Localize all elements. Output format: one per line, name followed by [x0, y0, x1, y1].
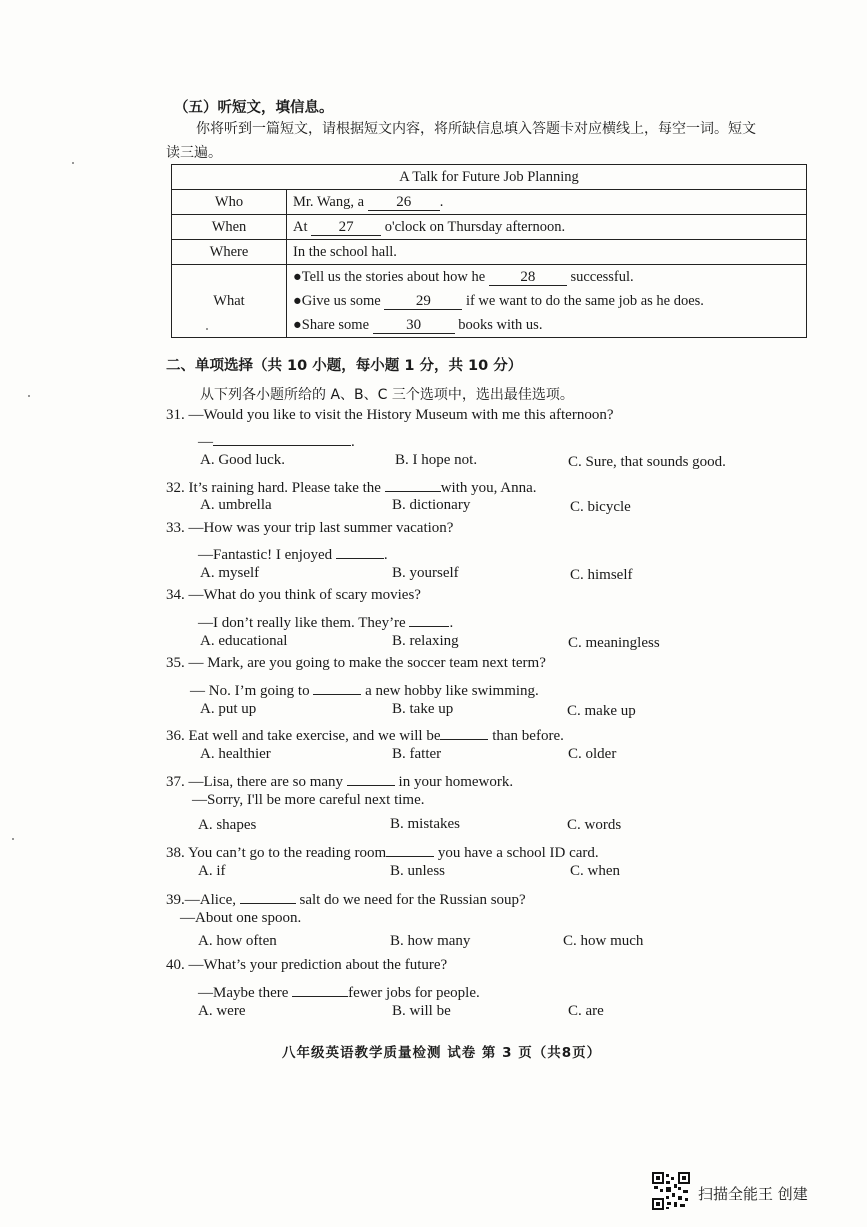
q31-blank[interactable] — [213, 429, 351, 446]
q35-option-b[interactable]: B. take up — [392, 701, 454, 717]
q31-option-c[interactable]: C. Sure, that sounds good. — [568, 454, 726, 470]
q39-pre: 39.—Alice, — [166, 892, 236, 908]
q31-option-b[interactable]: B. I hope not. — [395, 452, 478, 468]
q33-pre: —Fantastic! I enjoyed — [198, 547, 333, 563]
q34-option-c[interactable]: C. meaningless — [568, 635, 660, 651]
q40-option-c[interactable]: C. are — [568, 1003, 604, 1019]
what-item-3 — [293, 313, 800, 337]
q36-stem — [166, 723, 564, 745]
section2-heading: 二、单项选择（共 10 小题，每小题 1 分，共 10 分） — [166, 358, 523, 374]
q32-option-b[interactable]: B. dictionary — [392, 497, 471, 513]
q37-blank[interactable] — [347, 769, 395, 786]
q35-blank[interactable] — [313, 678, 361, 695]
q38-pre: 38. You can’t go to the reading room — [166, 845, 387, 861]
q32-post: with you, Anna. — [440, 480, 537, 496]
q32-blank[interactable] — [385, 475, 441, 492]
what-label: What — [172, 265, 287, 338]
q37-option-a[interactable]: A. shapes — [198, 817, 257, 833]
q32-option-a[interactable]: A. umbrella — [200, 497, 272, 513]
q39-blank[interactable] — [240, 887, 296, 904]
q39-option-a[interactable]: A. how often — [198, 933, 277, 949]
q35-option-c[interactable]: C. make up — [567, 703, 636, 719]
q38-option-c[interactable]: C. when — [570, 863, 620, 879]
scanner-watermark: 扫描全能王 创建 — [698, 1185, 808, 1203]
q33-stem: 33. —How was your trip last summer vacation? — [166, 520, 454, 536]
job-planning-table — [171, 164, 807, 338]
q36-pre: 36. Eat well and take exercise, and we will be — [166, 728, 441, 744]
q39-option-b[interactable]: B. how many — [390, 933, 471, 949]
listening-instruction: 你将听到一篇短文，请根据短文内容，将所缺信息填入答题卡对应横线上，每空一词。短文 — [196, 121, 756, 137]
q40-blank[interactable] — [292, 980, 348, 997]
q32-option-c[interactable]: C. bicycle — [570, 499, 631, 515]
blank-28[interactable]: 28 — [489, 269, 567, 286]
q31-dash: — — [198, 434, 213, 450]
listening-instruction-cont: 读三遍。 — [166, 145, 222, 161]
table-title: A Talk for Future Job Planning — [172, 165, 807, 190]
q33-option-b[interactable]: B. yourself — [392, 565, 459, 581]
blank-29[interactable]: 29 — [384, 293, 462, 310]
where-value: In the school hall. — [287, 240, 807, 265]
when-label: When — [172, 215, 287, 240]
q32-pre: 32. It’s raining hard. Please take the — [166, 480, 381, 496]
when-cell — [287, 215, 807, 240]
q38-stem — [166, 840, 599, 862]
q32-stem — [166, 475, 537, 497]
q35-response — [190, 678, 539, 700]
q39-stem — [166, 887, 526, 909]
q38-option-b[interactable]: B. unless — [390, 863, 446, 879]
q40-option-a[interactable]: A. were — [198, 1003, 246, 1019]
q36-option-a[interactable]: A. healthier — [200, 746, 271, 762]
scan-speck — [28, 395, 30, 397]
q40-stem: 40. —What’s your prediction about the future? — [166, 957, 448, 973]
q34-post: . — [449, 615, 454, 631]
q37-response: —Sorry, I'll be more careful next time. — [192, 792, 425, 808]
q38-post: you have a school ID card. — [437, 845, 599, 861]
who-cell — [287, 190, 807, 215]
q34-blank[interactable] — [409, 610, 449, 627]
q34-stem: 34. —What do you think of scary movies? — [166, 587, 421, 603]
q37-pre: 37. —Lisa, there are so many — [166, 774, 344, 790]
q36-option-b[interactable]: B. fatter — [392, 746, 442, 762]
q34-option-b[interactable]: B. relaxing — [392, 633, 459, 649]
listening-heading: （五）听短文，填信息。 — [174, 100, 334, 116]
what-item-1 — [293, 265, 800, 289]
q31-option-a[interactable]: A. Good luck. — [200, 452, 285, 468]
q36-option-c[interactable]: C. older — [568, 746, 617, 762]
q39-response: —About one spoon. — [180, 910, 302, 926]
scan-speck — [206, 328, 208, 330]
q40-option-b[interactable]: B. will be — [392, 1003, 451, 1019]
q39-option-c[interactable]: C. how much — [563, 933, 644, 949]
q37-option-c[interactable]: C. words — [567, 817, 622, 833]
q38-option-a[interactable]: A. if — [198, 863, 226, 879]
q35-option-a[interactable]: A. put up — [200, 701, 257, 717]
q31-end: . — [351, 434, 355, 450]
where-label: Where — [172, 240, 287, 265]
who-label: Who — [172, 190, 287, 215]
q36-post: than before. — [492, 728, 564, 744]
q35-post: a new hobby like swimming. — [365, 683, 539, 699]
page-footer: 八年级英语教学质量检测 试卷 第 3 页（共8页） — [282, 1045, 602, 1061]
q40-post: fewer jobs for people. — [348, 985, 480, 1001]
q37-stem — [166, 769, 513, 791]
what-3-suffix: books with us. — [458, 317, 543, 333]
q34-option-a[interactable]: A. educational — [200, 633, 288, 649]
what-cell — [287, 265, 807, 338]
qr-code-icon — [652, 1172, 690, 1210]
blank-27[interactable]: 27 — [311, 219, 381, 236]
q34-response — [198, 610, 453, 632]
when-suffix: o'clock on Thursday afternoon. — [384, 218, 566, 235]
q33-response — [198, 542, 388, 564]
q39-post: salt do we need for the Russian soup? — [299, 892, 526, 908]
scan-speck — [12, 838, 14, 840]
q40-pre: —Maybe there — [198, 985, 289, 1001]
who-prefix: Mr. Wang, a — [293, 193, 365, 210]
q31-stem: 31. —Would you like to visit the History Museum with me this afternoon? — [166, 407, 614, 423]
q40-response — [198, 980, 480, 1002]
what-3-prefix: ●Share some — [293, 317, 370, 333]
q33-option-c[interactable]: C. himself — [570, 567, 633, 583]
q33-post: . — [383, 547, 388, 563]
q35-pre: — No. I’m going to — [190, 683, 310, 699]
what-2-suffix: if we want to do the same job as he does. — [465, 293, 704, 309]
q37-option-b[interactable]: B. mistakes — [390, 816, 460, 832]
what-item-2 — [293, 289, 800, 313]
scan-speck — [72, 162, 74, 164]
what-2-prefix: ●Give us some — [293, 293, 381, 309]
q38-blank[interactable] — [386, 840, 434, 857]
who-suffix: . — [439, 193, 444, 210]
what-1-prefix: ●Tell us the stories about how he — [293, 269, 486, 285]
blank-30[interactable]: 30 — [373, 317, 455, 334]
q35-stem: 35. — Mark, are you going to make the soccer team next term? — [166, 655, 546, 671]
q37-post: in your homework. — [398, 774, 514, 790]
section2-instruction: 从下列各小题所给的 A、B、C 三个选项中，选出最佳选项。 — [200, 387, 574, 403]
q36-blank[interactable] — [440, 723, 488, 740]
q33-option-a[interactable]: A. myself — [200, 565, 260, 581]
when-prefix: At — [293, 218, 308, 235]
q34-pre: —I don’t really like them. They’re — [198, 615, 406, 631]
q31-response — [198, 429, 355, 451]
blank-26[interactable]: 26 — [368, 194, 440, 211]
what-1-suffix: successful. — [570, 269, 634, 285]
q33-blank[interactable] — [336, 542, 384, 559]
